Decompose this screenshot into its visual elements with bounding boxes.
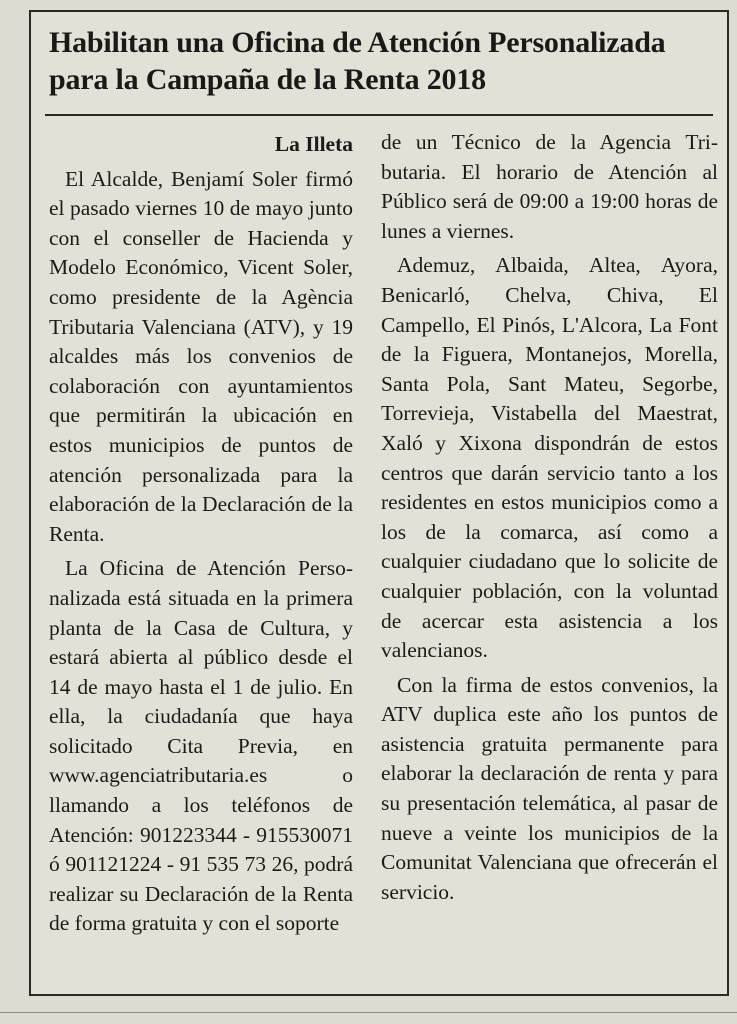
headline-divider — [45, 114, 713, 116]
page-edge-divider — [0, 1012, 737, 1013]
article-paragraph-1: El Alcalde, Benjamí Soler firmó el pasado viernes 10 de mayo junto con el conseller de Hacienda y Modelo Económico, Vicent Soler, como presidente de la Agència Tributaria Valenciana (ATV), y 19 alcaldes más los convenios de colaboración con ayuntamientos que permitirán la ubicación en estos municipios de puntos de atención personalizada para la elaboración de la Declaración de la Renta. — [49, 166, 353, 546]
article-dateline: La Illeta — [274, 132, 353, 156]
article-column-left — [49, 130, 353, 944]
article-box — [29, 10, 729, 996]
article-paragraph-2: La Oficina de Atención Personalizada está situada en la primera planta de la Casa de Cultura, y estará abierta al público desde el 14 de mayo hasta el 1 de julio. En ella, la ciudadanía que haya solicitado Cita Previa, en www.agenciatributaria.es o llamando a los teléfonos de Atención: 901223344 - 915530071 ó 901121224 - 91 535 73 26, podrá realizar su Declaración de la Renta de forma gratuita y con el soporte — [49, 556, 353, 936]
article-paragraph-4: Ademuz, Albaida, Altea, Ayora, Benicarló, Chelva, Chiva, El Campello, El Pinós, L'Alcora, La Font de la Figuera, Montanejos, Morella, Santa Pola, Sant Mateu, Segorbe, Torrevieja, Vistabella del Maestrat, Xaló y Xixona dispondrán de estos centros que darán servicio tanto a los residentes en estos municipios como a los de la comarca, así como a cualquier ciudadano que lo solicite de cualquier población, con la voluntad de acercar esta asistencia a los valencianos. — [381, 253, 718, 663]
article-paragraph-3: de un Técnico de la Agencia Tributaria. El horario de Atención al Público será de 09:00 a 19:00 horas de lunes a viernes. — [381, 130, 718, 243]
article-column-right — [381, 128, 718, 912]
article-paragraph-5: Con la firma de estos convenios, la ATV duplica este año los puntos de asistencia gratuita permanente para elaborar la declaración de renta y para su presentación telemática, al pasar de nueve a veinte los municipios de la Comunitat Valenciana que ofrecerán el servicio. — [381, 672, 718, 904]
article-headline: Habilitan una Oficina de Atención Personalizada para la Campaña de la Renta 2018 — [49, 26, 666, 96]
